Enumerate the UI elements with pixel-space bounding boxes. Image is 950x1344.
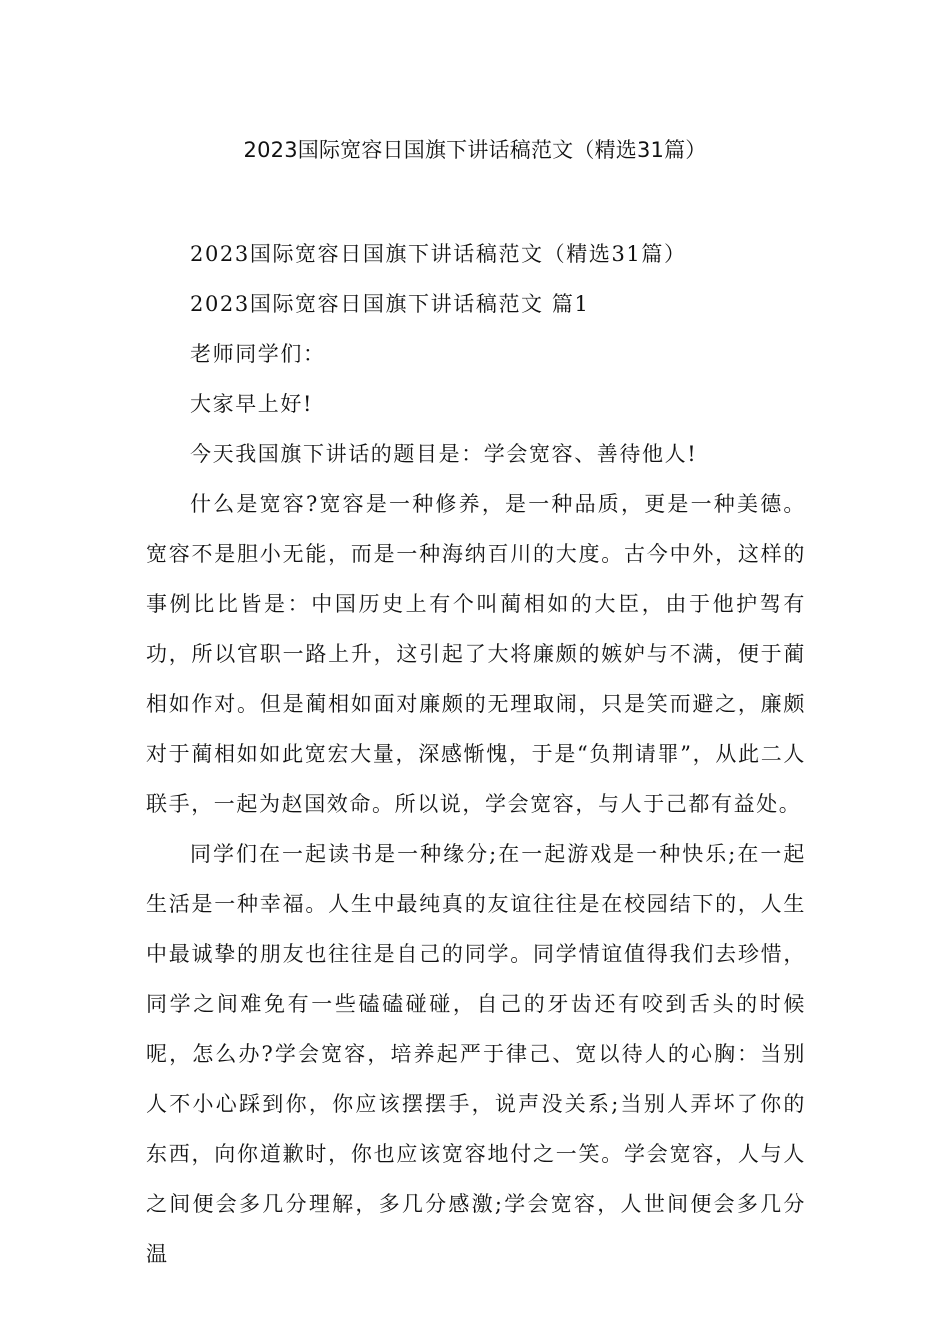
paragraph-salutation: 老师同学们： (190, 342, 326, 366)
paragraph-section-heading: 2023国际宽容日国旗下讲话稿范文 篇1 (190, 292, 590, 316)
document-body (146, 229, 806, 1279)
paragraph-classmates: 同学们在一起读书是一种缘分;在一起游戏是一种快乐;在一起生活是一种幸福。人生中最纯真的友谊往往是在校园结下的，人生中最诚挚的朋友也往往是自己的同学。同学情谊值得我们去珍惜，同学之间难免有一些磕磕碰碰，自己的牙齿还有咬到舌头的时候呢，怎么办?学会宽容，培养起严于律己、宽以待人的心胸：当别人不小心踩到你，你应该摆摆手，说声没关系;当别人弄坏了你的东西，向你道歉时，你也应该宽容地付之一笑。学会宽容，人与人之间便会多几分理解，多几分感激;学会宽容，人世间便会多几分温 (146, 842, 806, 1266)
paragraph-collection-title: 2023国际宽容日国旗下讲话稿范文（精选31篇） (190, 242, 687, 266)
document-title: 2023国际宽容日国旗下讲话稿范文（精选31篇） (243, 138, 707, 162)
paragraph-topic: 今天我国旗下讲话的题目是：学会宽容、善待他人! (190, 442, 698, 466)
paragraph-greeting: 大家早上好! (190, 392, 314, 416)
paragraph-what-is-tolerance: 什么是宽容?宽容是一种修养，是一种品质，更是一种美德。宽容不是胆小无能，而是一种海纳百川的大度。古今中外，这样的事例比比皆是：中国历史上有个叫蔺相如的大臣，由于他护驾有功，所以官职一路上升，这引起了大将廉颇的嫉妒与不满，便于蔺相如作对。但是蔺相如面对廉颇的无理取闹，只是笑而避之，廉颇对于蔺相如如此宽宏大量，深感惭愧，于是“负荆请罪”，从此二人联手，一起为赵国效命。所以说，学会宽容，与人于己都有益处。 (146, 492, 806, 816)
